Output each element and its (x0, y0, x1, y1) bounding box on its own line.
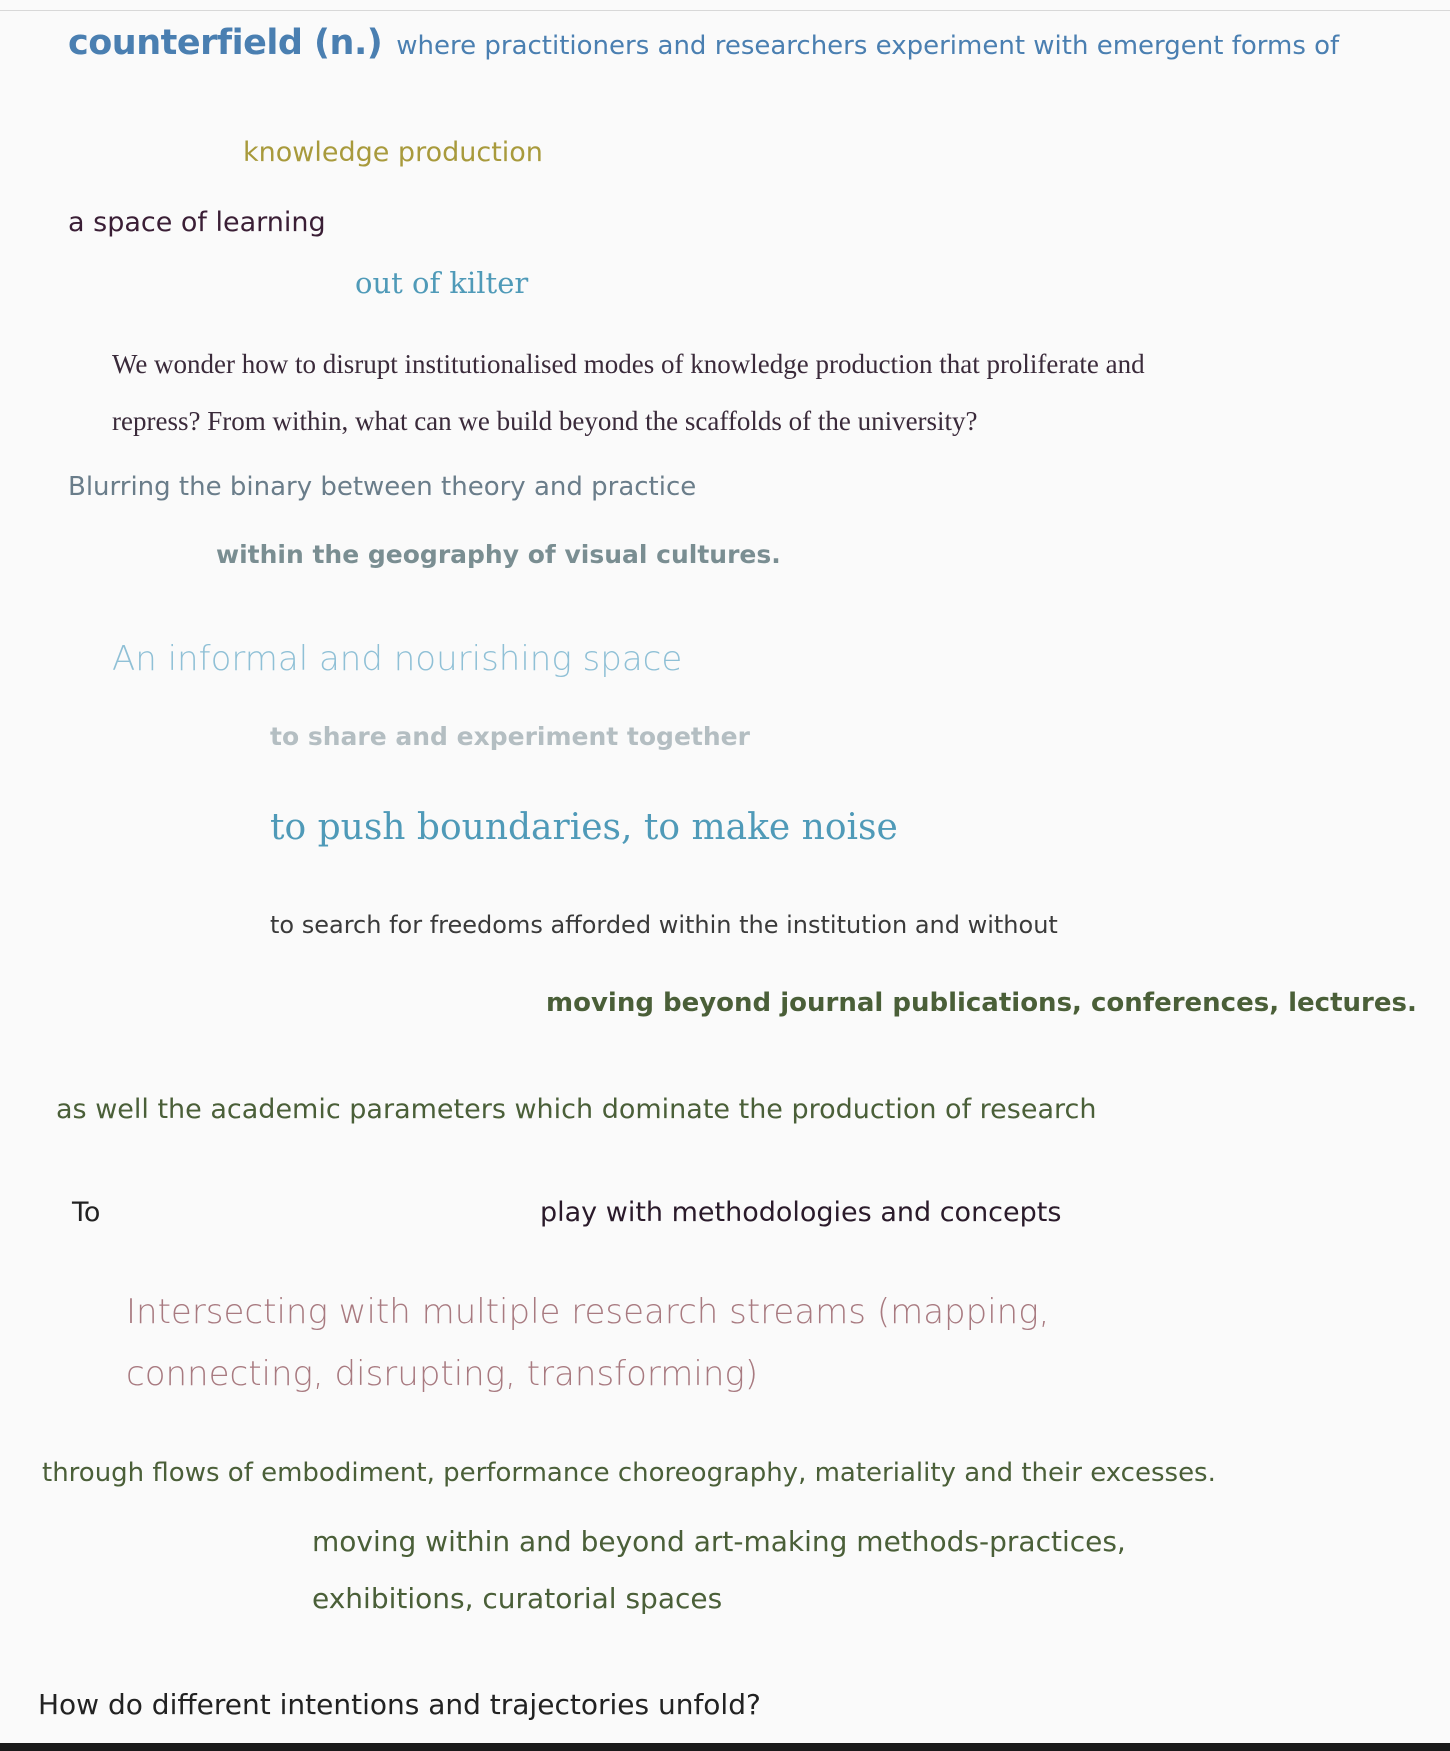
intersecting-line-1: Intersecting with multiple research streams (mapping, (126, 1292, 1050, 1332)
within-line-2: exhibitions, curatorial spaces (312, 1582, 723, 1615)
geography-text: within the geography of visual cultures. (216, 540, 781, 569)
wonder-paragraph (112, 336, 1145, 450)
play-methodologies-text: play with methodologies and concepts (540, 1197, 1062, 1228)
intersecting-line-2: connecting, disrupting, transforming) (126, 1354, 759, 1394)
knowledge-production-text: knowledge production (243, 137, 543, 168)
question-text: How do different intentions and trajectories unfold? (38, 1688, 761, 1721)
out-of-kilter-text: out of kilter (355, 266, 529, 300)
term-definition: where practitioners and researchers experiment with emergent forms of (396, 31, 1340, 61)
wonder-line-1: We wonder how to disrupt institutionalised modes of knowledge production that proliferate and (112, 349, 1145, 379)
space-of-learning-text: a space of learning (68, 207, 326, 238)
to-text: To (72, 1197, 101, 1228)
academic-parameters-text: as well the academic parameters which dominate the production of research (56, 1094, 1097, 1125)
flows-embodiment-text: through flows of embodiment, performance choreography, materiality and their excesses. (42, 1458, 1216, 1488)
intersecting-paragraph (126, 1281, 1049, 1405)
push-boundaries-text: to push boundaries, to make noise (270, 807, 898, 848)
bottom-bar (0, 1743, 1450, 1751)
moving-beyond-text: moving beyond journal publications, conferences, lectures. (546, 988, 1417, 1018)
within-line-1: moving within and beyond art-making methods-practices, (312, 1525, 1126, 1558)
informal-space-text: An informal and nourishing space (112, 639, 683, 679)
within-beyond-paragraph (312, 1513, 1126, 1627)
headline (68, 22, 1339, 64)
wonder-line-2: repress? From within, what can we build beyond the scaffolds of the university? (112, 406, 978, 436)
term-title: counterfield (n.) (68, 23, 383, 63)
blurring-binary-text: Blurring the binary between theory and practice (68, 472, 697, 502)
search-freedoms-text: to search for freedoms afforded within the institution and without (270, 911, 1058, 939)
top-divider (0, 10, 1450, 11)
share-experiment-text: to share and experiment together (270, 722, 750, 751)
